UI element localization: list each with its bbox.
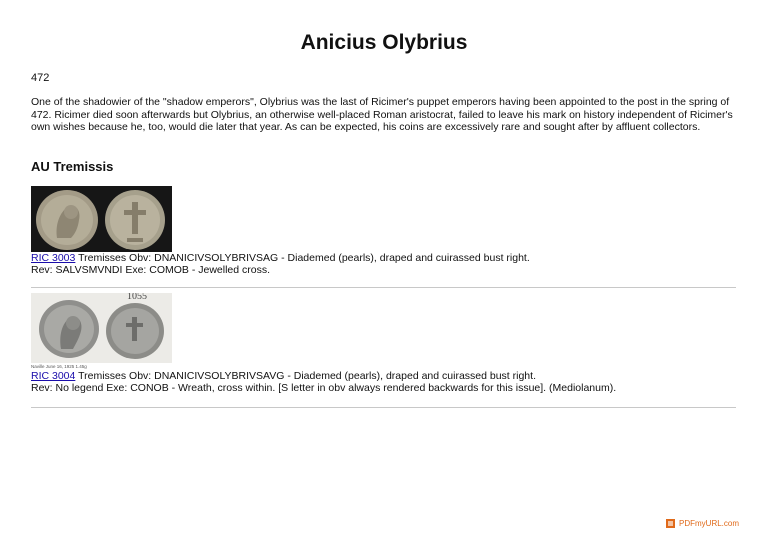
coin-description [31, 252, 751, 277]
coin-entry [31, 186, 751, 277]
pdfmyurl-watermark[interactable] [666, 519, 739, 528]
reverse-text: Rev: No legend Exe: CONOB - Wreath, cross within. [S letter in obv always rendered backwards for this issue]. (Mediolanum). [31, 382, 617, 395]
divider [31, 287, 736, 288]
intro-paragraph: One of the shadowier of the "shadow emperors", Olybrius was the last of Ricimer's puppet emperors having been appointed to the post in the spring of 472. Ricimer died soon afterwards but Olybrius, an otherwise well-placed Roman aristocrat, failed to leave his mark on history independent of Ricimer's own wishes because he, too, would die later that year. As can be expected, his coins are excessively rare and sought after by affluent collectors. [31, 96, 733, 134]
watermark-text: PDFmyURL.com [679, 519, 740, 528]
section-heading: AU Tremissis [31, 159, 114, 174]
ric-link[interactable]: RIC 3004 [31, 370, 76, 382]
coin-image [31, 293, 172, 363]
coin-description [31, 370, 751, 395]
ric-link[interactable]: RIC 3003 [31, 252, 76, 264]
coin-entry [31, 293, 751, 395]
obverse-text: Tremisses Obv: DNANICIVSOLYBRIVSAG - Diademed (pearls), draped and cuirassed bust right. [75, 252, 530, 264]
coin-image [31, 186, 172, 252]
image-number: 1055 [127, 293, 147, 302]
reign-date: 472 [31, 72, 50, 84]
obverse-text: Tremisses Obv: DNANICIVSOLYBRIVSAVG - Diademed (pearls), draped and cuirassed bust right. [75, 370, 536, 382]
pdfmyurl-logo-icon [666, 519, 675, 528]
image-caption: Naville June 16, 1925 1.45g [31, 364, 87, 369]
page-title: Anicius Olybrius [300, 31, 468, 54]
reverse-text: Rev: SALVSMVNDI Exe: COMOB - Jewelled cross. [31, 264, 271, 277]
divider [31, 407, 736, 408]
